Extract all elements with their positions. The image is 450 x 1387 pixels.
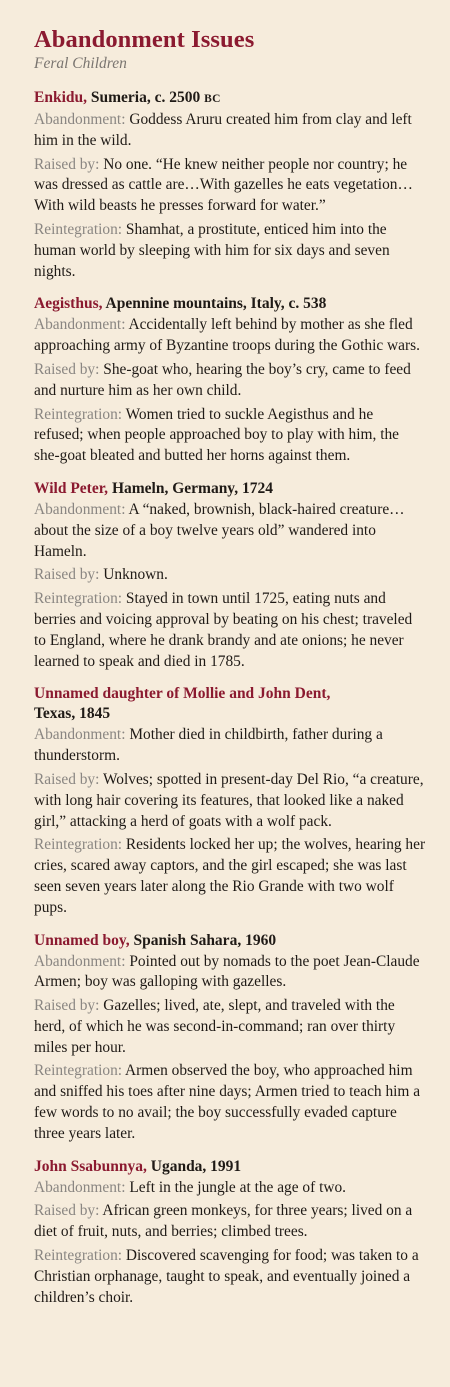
- abandonment-text: Goddess Aruru created him from clay and left him in the wild.: [34, 111, 412, 149]
- abandonment-text: Pointed out by nomads to the poet Jean-Claude Armen; boy was galloping with gazelles.: [34, 952, 420, 991]
- entry-unnamed-boy: [34, 931, 426, 1145]
- raised-by-text: African green monkeys, for three years; lived on a diet of fruit, nuts, and berries; climbed trees.: [34, 1202, 413, 1241]
- entry-dent-daughter: [34, 684, 426, 918]
- reintegration-field: [34, 835, 426, 918]
- reintegration-label: Reintegration:: [34, 405, 123, 423]
- reintegration-text: Discovered scavenging for food; was taken to a Christian orphanage, taught to speak, and eventually joined a children’s choir.: [34, 1247, 419, 1306]
- abandonment-label: Abandonment:: [34, 111, 126, 128]
- entry-place: Uganda, 1991: [150, 1157, 242, 1175]
- reintegration-label: Reintegration:: [34, 836, 123, 854]
- abandonment-label: Abandonment:: [34, 500, 126, 518]
- abandonment-field: [34, 725, 426, 767]
- raised-by-text: Wolves; spotted in present-day Del Rio, “a creature, with long hair covering its features, that looked like a naked girl,” attacking a herd of goats with a wolf pack.: [34, 770, 424, 830]
- abandonment-label: Abandonment:: [34, 1178, 126, 1196]
- raised-by-label: Raised by:: [34, 1202, 100, 1220]
- entry-place: Spanish Sahara, 1960: [133, 931, 277, 949]
- raised-by-label: Raised by:: [34, 997, 100, 1015]
- raised-by-label: Raised by:: [34, 360, 100, 378]
- entry-place: Hameln, Germany, 1724: [111, 479, 273, 497]
- reintegration-label: Reintegration:: [34, 1062, 123, 1080]
- reintegration-text: Shamhat, a prostitute, enticed him into the human world by sleeping with him for six days and seven nights.: [34, 220, 390, 280]
- entry-wild-peter: [34, 479, 426, 672]
- abandonment-field: [34, 1178, 426, 1199]
- raised-by-label: Raised by:: [34, 566, 100, 584]
- raised-by-field: [34, 360, 426, 402]
- entry-name: Unnamed boy,: [34, 931, 130, 949]
- abandonment-label: Abandonment:: [34, 952, 126, 970]
- entry-heading: [34, 1157, 426, 1177]
- raised-by-field: [34, 155, 426, 217]
- raised-by-text: Unknown.: [103, 566, 168, 584]
- entry-heading: [34, 479, 426, 499]
- reintegration-field: [34, 1061, 426, 1144]
- entry-name: Wild Peter,: [34, 479, 109, 497]
- raised-by-text: Gazelles; lived, ate, slept, and traveled with the herd, of which he was second-in-command; ran over thirty miles per hour.: [34, 997, 396, 1056]
- page-subtitle: Feral Children: [34, 55, 127, 72]
- entry-enkidu: [34, 88, 426, 282]
- raised-by-label: Raised by:: [34, 770, 100, 788]
- abandonment-field: [34, 952, 426, 994]
- entry-place: Texas, 1845: [34, 705, 111, 723]
- entry-name: Enkidu,: [34, 89, 88, 106]
- entry-john-ssabunnya: [34, 1157, 426, 1309]
- abandonment-field: [34, 315, 426, 357]
- entry-heading: [34, 931, 426, 951]
- reintegration-text: Armen observed the boy, who approached him and sniffed his toes after nine days; Armen tried to teach him a few words to no avail; the boy successfully evaded capture three years later.: [34, 1062, 421, 1142]
- entry-name: Aegisthus,: [34, 295, 103, 313]
- raised-by-text: She-goat who, hearing the boy’s cry, came to feed and nurture him as her own child.: [34, 360, 411, 399]
- reintegration-field: [34, 405, 426, 467]
- abandonment-text: Accidentally left behind by mother as she fled approaching army of Byzantine troops during the Gothic wars.: [34, 316, 420, 355]
- entry-heading: [34, 684, 426, 724]
- entry-era: BC: [204, 93, 221, 105]
- raised-by-field: [34, 996, 426, 1058]
- abandonment-field: [34, 500, 426, 562]
- reintegration-label: Reintegration:: [34, 590, 123, 608]
- reintegration-field: [34, 1246, 426, 1308]
- raised-by-field: [34, 1201, 426, 1243]
- abandonment-text: A “naked, brownish, black-haired creature…about the size of a boy twelve years old” wandered into Hameln.: [34, 500, 405, 560]
- abandonment-text: Mother died in childbirth, father during a thunderstorm.: [34, 726, 383, 765]
- entry-place: Apennine mountains, Italy, c. 538: [105, 295, 327, 313]
- abandonment-text: Left in the jungle at the age of two.: [129, 1178, 347, 1196]
- abandonment-label: Abandonment:: [34, 316, 126, 334]
- raised-by-label: Raised by:: [34, 155, 100, 173]
- raised-by-text: No one. “He knew neither people nor country; he was dressed as cattle are…With gazelles he eats vegetation…With wild beasts he presses forward for water.”: [34, 155, 413, 215]
- reintegration-text: Stayed in town until 1725, eating nuts and berries and voicing approval by beating on his chest; traveled to England, where he drank brandy and ate onions; he never learned to speak and died in 1785.: [34, 590, 413, 670]
- entry-name: Unnamed daughter of Mollie and John Dent,: [34, 685, 331, 703]
- entry-name: John Ssabunnya,: [34, 1157, 147, 1175]
- abandonment-label: Abandonment:: [34, 726, 126, 744]
- reintegration-field: [34, 589, 426, 672]
- raised-by-field: [34, 565, 426, 586]
- reintegration-label: Reintegration:: [34, 1247, 123, 1265]
- reintegration-label: Reintegration:: [34, 220, 123, 238]
- raised-by-field: [34, 770, 426, 832]
- reintegration-text: Women tried to suckle Aegisthus and he refused; when people approached boy to play with him, the she-goat bleated and butted her horns against them.: [34, 405, 399, 465]
- entry-heading: [34, 294, 426, 314]
- entry-place: Sumeria, c. 2500: [90, 89, 201, 106]
- page-title: Abandonment Issues: [34, 26, 255, 53]
- reintegration-text: Residents locked her up; the wolves, hearing her cries, scared away captors, and the girl escaped; she was last seen seven years later along the Rio Grande with two wolf pups.: [34, 836, 426, 916]
- entry-aegisthus: [34, 294, 426, 467]
- entry-heading: [34, 88, 426, 109]
- reintegration-field: [34, 220, 426, 282]
- abandonment-field: [34, 110, 426, 152]
